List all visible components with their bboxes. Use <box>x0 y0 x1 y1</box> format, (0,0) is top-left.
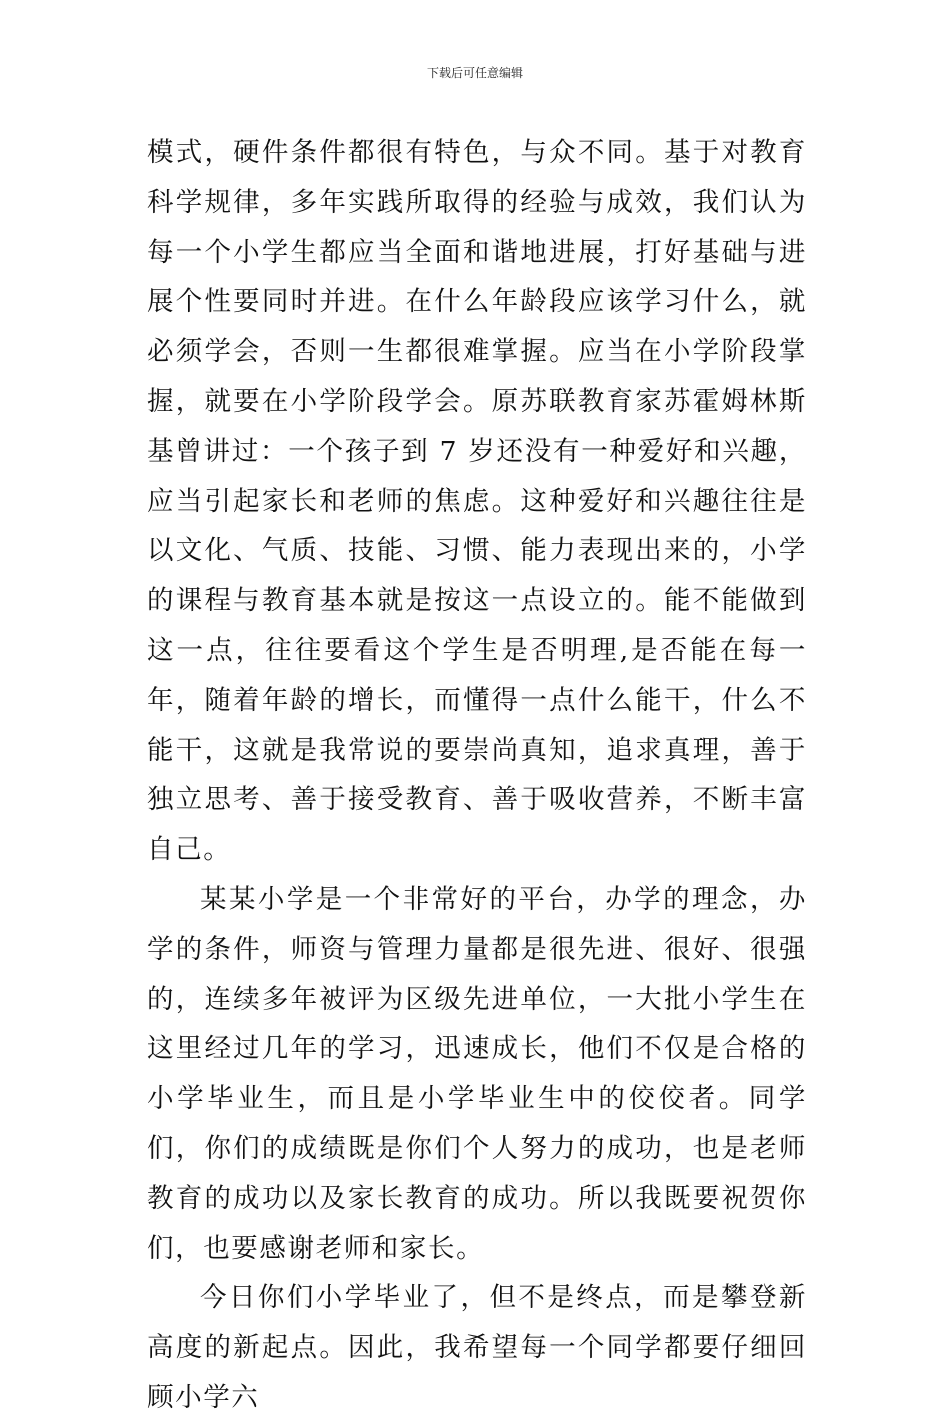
paragraph: 某某小学是一个非常好的平台，办学的理念，办学的条件，师资与管理力量都是很先进、很好、很强的，连续多年被评为区级先进单位，一大批小学生在这里经过几年的学习，迅速成长，他们不仅是合格的小学毕业生，而且是小学毕业生中的佼佼者。同学们，你们的成绩既是你们个人努力的成功，也是老师教育的成功以及家长教育的成功。所以我既要祝贺你们，也要感谢老师和家长。 <box>147 883 807 1264</box>
paragraph: 今日你们小学毕业了，但不是终点，而是攀登新高度的新起点。因此，我希望每一个同学都要仔细回顾小学六 <box>147 1282 807 1413</box>
document-body <box>147 128 807 1423</box>
paragraph-continued: 模式，硬件条件都很有特色，与众不同。基于对教育科学规律，多年实践所取得的经验与成效，我们认为每一个小学生都应当全面和谐地进展，打好基础与进展个性要同时并进。在什么年龄段应该学习什么，就必须学会，否则一生都很难掌握。应当在小学阶段掌握，就要在小学阶段学会。原苏联教育家苏霍姆林斯基曾讲过：一个孩子到 7 岁还没有一种爱好和兴趣，应当引起家长和老师的焦虑。这种爱好和兴趣往往是以文化、气质、技能、习惯、能力表现出来的，小学的课程与教育基本就是按这一点设立的。能不能做到这一点，往往要看这个学生是否明理,是否能在每一年，随着年龄的增长，而懂得一点什么能干，什么不能干，这就是我常说的要崇尚真知，追求真理，善于独立思考、善于接受教育、善于吸收营养，不断丰富自己。 <box>147 137 807 866</box>
page-header: 下载后可任意编辑 <box>426 66 523 80</box>
